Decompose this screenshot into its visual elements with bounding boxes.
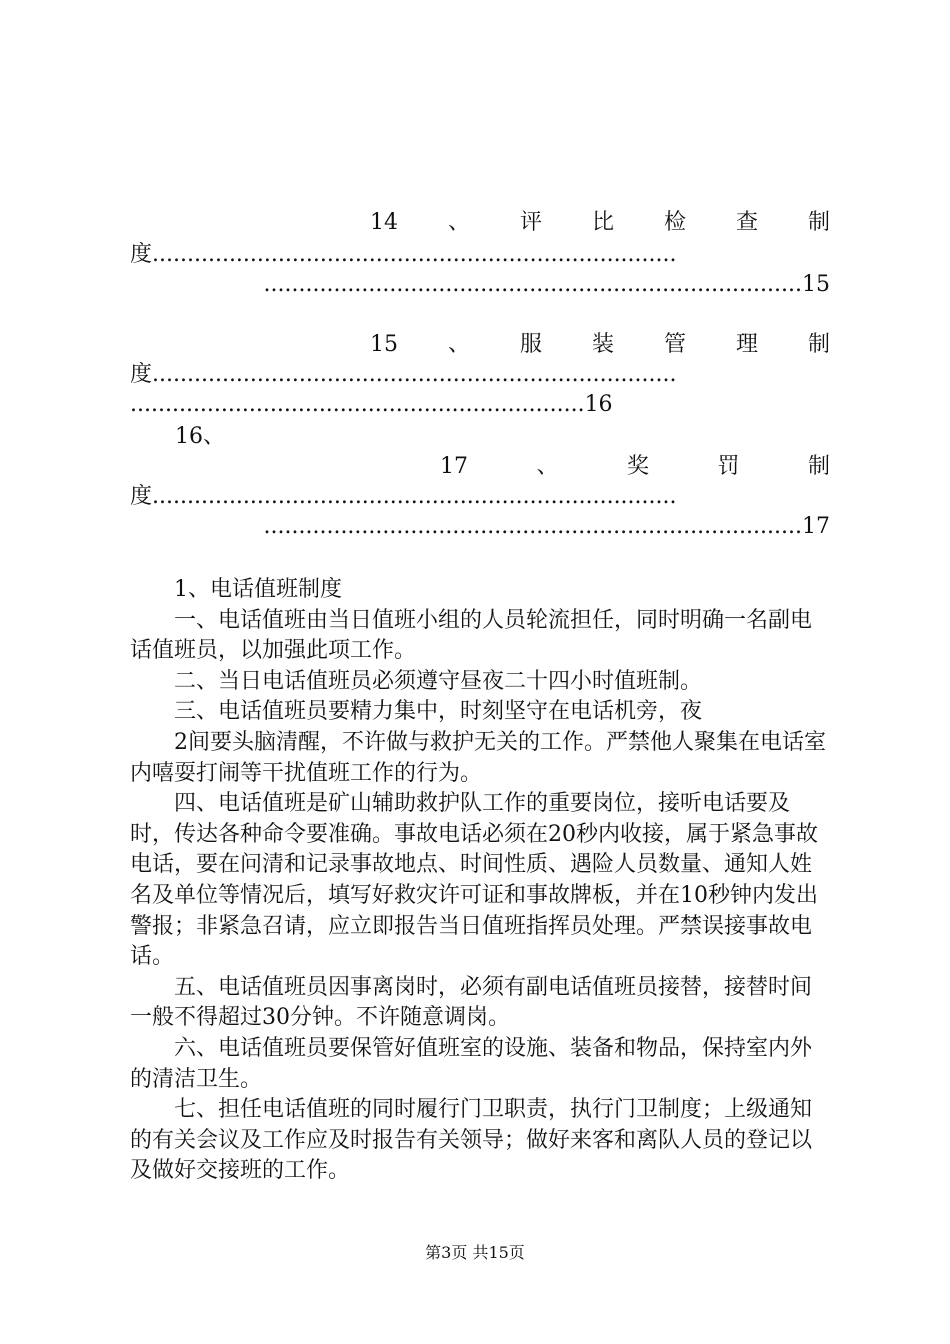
toc-char: 装 — [591, 332, 614, 357]
toc-entry-15-dots: 度........................................................................... — [130, 362, 677, 387]
toc-number: 17 — [440, 454, 468, 479]
toc-char: 查 — [735, 210, 758, 235]
paragraph: 2间要头脑清醒，不许做与救护无关的工作。严禁他人聚集在电话室内嘻耍打闹等干扰值班工作的行为。 — [130, 729, 826, 786]
toc-entry-14-head — [370, 208, 830, 238]
paragraph: 五、电话值班员因事离岗时，必须有副电话值班员接替，接替时间一般不得超过30分钟。不许随意调岗。 — [130, 974, 813, 1031]
toc-char: 罚 — [717, 454, 740, 479]
toc-entry-17-head — [440, 452, 830, 482]
toc-number: 15 — [370, 332, 398, 357]
toc-char: 制 — [807, 454, 830, 479]
toc-char: 比 — [591, 210, 614, 235]
toc-entry-16-label: 16、 — [175, 424, 225, 449]
toc-entry-15-head — [370, 330, 830, 360]
toc-char: 制 — [807, 332, 830, 357]
toc-separator: 、 — [447, 332, 470, 357]
section-title: 1、电话值班制度 — [174, 577, 342, 602]
toc-entry-15-page: .................................................................16 — [130, 392, 613, 417]
paragraph: 七、担任电话值班的同时履行门卫职责，执行门卫制度；上级通知的有关会议及工作应及时报告有关领导；做好来客和离队人员的登记以及做好交接班的工作。 — [130, 1097, 813, 1184]
toc-char: 评 — [519, 210, 542, 235]
toc-number: 14 — [370, 210, 398, 235]
toc-char: 管 — [663, 332, 686, 357]
toc-entry-14-page: .............................................................................15 — [263, 272, 830, 297]
paragraph: 一、电话值班由当日值班小组的人员轮流担任，同时明确一名副电话值班员，以加强此项工作。 — [130, 607, 813, 664]
paragraph: 三、电话值班员要精力集中，时刻坚守在电话机旁，夜 — [174, 699, 703, 725]
toc-entry-17-dots: 度........................................................................... — [130, 484, 677, 509]
toc-char: 理 — [735, 332, 758, 357]
toc-char: 服 — [519, 332, 542, 357]
paragraph: 四、电话值班是矿山辅助救护队工作的重要岗位，接听电话要及时，传达各种命令要准确。事故电话必须在20秒内收接，属于紧急事故电话，要在问清和记录事故地点、时间性质、遇险人员数量、通知人姓名及单位等情况后，填写好救灾许可证和事故牌板，并在10秒钟内发出警报；非紧急召请，应立即报告当日值班指挥员处理。严禁误接事故电话。 — [130, 791, 818, 970]
toc-char: 制 — [807, 210, 830, 235]
toc-entry-14-dots: 度........................................................................... — [130, 242, 677, 267]
paragraph: 六、电话值班员要保管好值班室的设施、装备和物品，保持室内外的清洁卫生。 — [130, 1035, 813, 1092]
toc-separator: 、 — [536, 454, 559, 479]
toc-char: 奖 — [626, 454, 649, 479]
paragraph: 二、当日电话值班员必须遵守昼夜二十四小时值班制。 — [174, 668, 703, 694]
document-body — [130, 575, 832, 1187]
page-footer: 第3页 共15页 — [425, 1243, 525, 1262]
toc-entry-17-page: .............................................................................17 — [263, 514, 830, 539]
toc-char: 检 — [663, 210, 686, 235]
toc-separator: 、 — [447, 210, 470, 235]
